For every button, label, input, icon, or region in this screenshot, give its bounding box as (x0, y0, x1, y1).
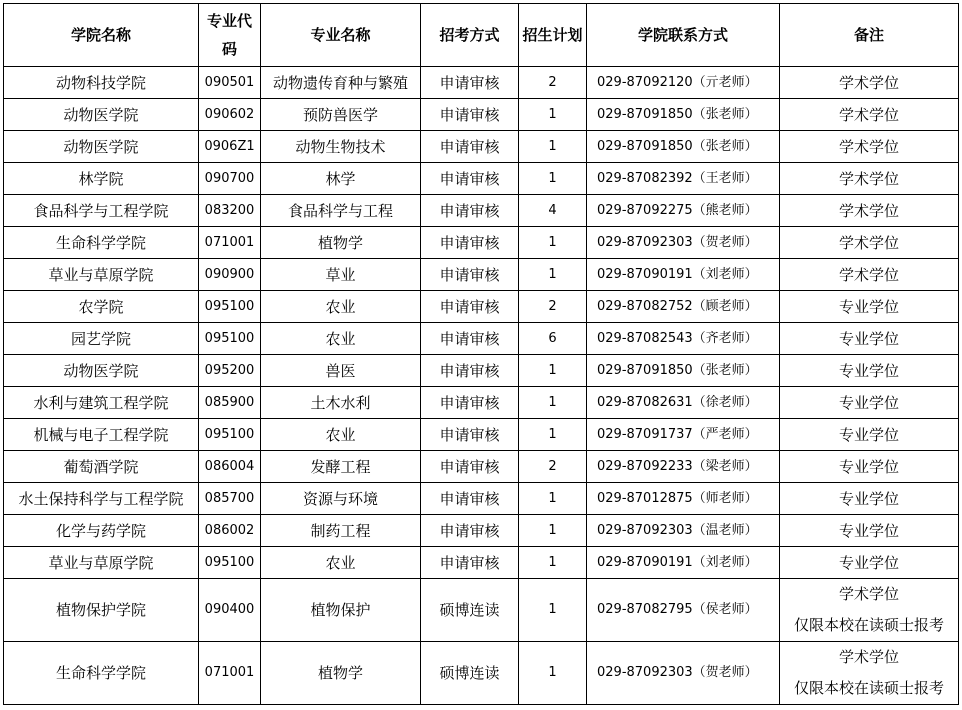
table-row (4, 227, 959, 259)
contact-cell: 029-87092303（贺老师） (587, 642, 780, 705)
major-cell: 发酵工程 (261, 451, 421, 483)
contact-cell: 029-87082543（齐老师） (587, 323, 780, 355)
contact-cell: 029-87091850（张老师） (587, 131, 780, 163)
college-cell: 食品科学与工程学院 (4, 195, 199, 227)
major-cell: 农业 (261, 323, 421, 355)
method-cell: 申请审核 (421, 387, 519, 419)
remark-cell: 学术学位 (780, 259, 959, 291)
major-cell: 林学 (261, 163, 421, 195)
table-row (4, 579, 959, 642)
method-cell: 申请审核 (421, 419, 519, 451)
code-cell: 071001 (199, 642, 261, 705)
major-cell: 动物生物技术 (261, 131, 421, 163)
remark-cell: 专业学位 (780, 547, 959, 579)
code-cell: 085700 (199, 483, 261, 515)
header-major: 专业名称 (261, 4, 421, 67)
major-cell: 植物保护 (261, 579, 421, 642)
table-row (4, 483, 959, 515)
header-row (4, 4, 959, 67)
contact-cell: 029-87082392（王老师） (587, 163, 780, 195)
method-cell: 申请审核 (421, 355, 519, 387)
method-cell: 申请审核 (421, 227, 519, 259)
table-row (4, 323, 959, 355)
contact-cell: 029-87091850（张老师） (587, 99, 780, 131)
major-cell: 植物学 (261, 642, 421, 705)
code-cell: 090501 (199, 67, 261, 99)
remark-cell: 专业学位 (780, 355, 959, 387)
plan-cell: 1 (519, 163, 587, 195)
table-body (4, 67, 959, 705)
contact-cell: 029-87092275（熊老师） (587, 195, 780, 227)
table-row (4, 259, 959, 291)
contact-cell: 029-87092303（温老师） (587, 515, 780, 547)
method-cell: 硕博连读 (421, 579, 519, 642)
college-cell: 动物医学院 (4, 131, 199, 163)
plan-cell: 6 (519, 323, 587, 355)
method-cell: 申请审核 (421, 451, 519, 483)
contact-cell: 029-87090191（刘老师） (587, 259, 780, 291)
major-cell: 资源与环境 (261, 483, 421, 515)
plan-cell: 1 (519, 387, 587, 419)
contact-cell: 029-87091850（张老师） (587, 355, 780, 387)
plan-cell: 2 (519, 451, 587, 483)
header-college: 学院名称 (4, 4, 199, 67)
code-cell: 095100 (199, 547, 261, 579)
college-cell: 林学院 (4, 163, 199, 195)
remark-cell: 专业学位 (780, 419, 959, 451)
plan-cell: 2 (519, 291, 587, 323)
method-cell: 申请审核 (421, 515, 519, 547)
contact-cell: 029-87092303（贺老师） (587, 227, 780, 259)
code-cell: 083200 (199, 195, 261, 227)
code-cell: 095200 (199, 355, 261, 387)
contact-cell: 029-87092233（梁老师） (587, 451, 780, 483)
college-cell: 生命科学学院 (4, 642, 199, 705)
contact-cell: 029-87091737（严老师） (587, 419, 780, 451)
major-cell: 农业 (261, 291, 421, 323)
college-cell: 农学院 (4, 291, 199, 323)
remark-cell (780, 642, 959, 705)
plan-cell: 1 (519, 515, 587, 547)
major-cell: 制药工程 (261, 515, 421, 547)
major-cell: 食品科学与工程 (261, 195, 421, 227)
major-cell: 植物学 (261, 227, 421, 259)
plan-cell: 1 (519, 355, 587, 387)
contact-cell: 029-87012875（师老师） (587, 483, 780, 515)
table-row (4, 451, 959, 483)
method-cell: 申请审核 (421, 547, 519, 579)
table-row (4, 195, 959, 227)
code-cell: 0906Z1 (199, 131, 261, 163)
college-cell: 动物医学院 (4, 99, 199, 131)
method-cell: 申请审核 (421, 99, 519, 131)
table-row (4, 515, 959, 547)
contact-cell: 029-87082631（徐老师） (587, 387, 780, 419)
header-plan: 招生计划 (519, 4, 587, 67)
remark-cell: 学术学位 (780, 131, 959, 163)
remark-cell: 专业学位 (780, 323, 959, 355)
contact-cell: 029-87092120（亓老师） (587, 67, 780, 99)
method-cell: 申请审核 (421, 67, 519, 99)
college-cell: 机械与电子工程学院 (4, 419, 199, 451)
remark-cell: 学术学位 (780, 227, 959, 259)
college-cell: 草业与草原学院 (4, 547, 199, 579)
college-cell: 水利与建筑工程学院 (4, 387, 199, 419)
method-cell: 申请审核 (421, 259, 519, 291)
remark-cell: 学术学位 (780, 163, 959, 195)
header-contact: 学院联系方式 (587, 4, 780, 67)
table-row (4, 99, 959, 131)
method-cell: 申请审核 (421, 131, 519, 163)
code-cell: 090400 (199, 579, 261, 642)
plan-cell: 1 (519, 99, 587, 131)
enrollment-table (3, 3, 959, 705)
remark-note: 仅限本校在读硕士报考 (793, 616, 944, 634)
table-row (4, 163, 959, 195)
table-row (4, 642, 959, 705)
table-row (4, 419, 959, 451)
major-cell: 农业 (261, 419, 421, 451)
remark-cell: 专业学位 (780, 515, 959, 547)
header-code: 专业代码 (199, 4, 261, 67)
major-cell: 兽医 (261, 355, 421, 387)
remark-cell: 学术学位 (780, 99, 959, 131)
plan-cell: 1 (519, 131, 587, 163)
remark-cell: 专业学位 (780, 387, 959, 419)
plan-cell: 1 (519, 547, 587, 579)
code-cell: 086004 (199, 451, 261, 483)
plan-cell: 2 (519, 67, 587, 99)
plan-cell: 1 (519, 483, 587, 515)
remark-note: 仅限本校在读硕士报考 (793, 679, 944, 697)
college-cell: 植物保护学院 (4, 579, 199, 642)
remark-cell: 学术学位 (780, 195, 959, 227)
college-cell: 动物医学院 (4, 355, 199, 387)
table-row (4, 547, 959, 579)
remark-line: 学术学位 (838, 648, 899, 666)
college-cell: 水土保持科学与工程学院 (4, 483, 199, 515)
table-row (4, 131, 959, 163)
contact-cell: 029-87082752（顾老师） (587, 291, 780, 323)
code-cell: 095100 (199, 323, 261, 355)
remark-cell: 专业学位 (780, 451, 959, 483)
header-method: 招考方式 (421, 4, 519, 67)
plan-cell: 1 (519, 259, 587, 291)
major-cell: 预防兽医学 (261, 99, 421, 131)
college-cell: 化学与药学院 (4, 515, 199, 547)
table-row (4, 67, 959, 99)
method-cell: 申请审核 (421, 195, 519, 227)
code-cell: 095100 (199, 419, 261, 451)
plan-cell: 4 (519, 195, 587, 227)
table-row (4, 355, 959, 387)
major-cell: 农业 (261, 547, 421, 579)
code-cell: 085900 (199, 387, 261, 419)
plan-cell: 1 (519, 227, 587, 259)
code-cell: 090900 (199, 259, 261, 291)
major-cell: 动物遗传育种与繁殖 (261, 67, 421, 99)
table-row (4, 291, 959, 323)
method-cell: 申请审核 (421, 163, 519, 195)
method-cell: 申请审核 (421, 323, 519, 355)
method-cell: 硕博连读 (421, 642, 519, 705)
remark-cell: 专业学位 (780, 483, 959, 515)
method-cell: 申请审核 (421, 291, 519, 323)
major-cell: 草业 (261, 259, 421, 291)
college-cell: 葡萄酒学院 (4, 451, 199, 483)
remark-cell: 专业学位 (780, 291, 959, 323)
contact-cell: 029-87090191（刘老师） (587, 547, 780, 579)
header-remark: 备注 (780, 4, 959, 67)
remark-cell: 学术学位 (780, 67, 959, 99)
college-cell: 动物科技学院 (4, 67, 199, 99)
plan-cell: 1 (519, 579, 587, 642)
college-cell: 生命科学学院 (4, 227, 199, 259)
code-cell: 090602 (199, 99, 261, 131)
method-cell: 申请审核 (421, 483, 519, 515)
code-cell: 095100 (199, 291, 261, 323)
code-cell: 071001 (199, 227, 261, 259)
contact-cell: 029-87082795（侯老师） (587, 579, 780, 642)
plan-cell: 1 (519, 419, 587, 451)
plan-cell: 1 (519, 642, 587, 705)
remark-line: 学术学位 (838, 585, 899, 603)
remark-cell (780, 579, 959, 642)
college-cell: 草业与草原学院 (4, 259, 199, 291)
table-row (4, 387, 959, 419)
code-cell: 086002 (199, 515, 261, 547)
college-cell: 园艺学院 (4, 323, 199, 355)
code-cell: 090700 (199, 163, 261, 195)
major-cell: 土木水利 (261, 387, 421, 419)
